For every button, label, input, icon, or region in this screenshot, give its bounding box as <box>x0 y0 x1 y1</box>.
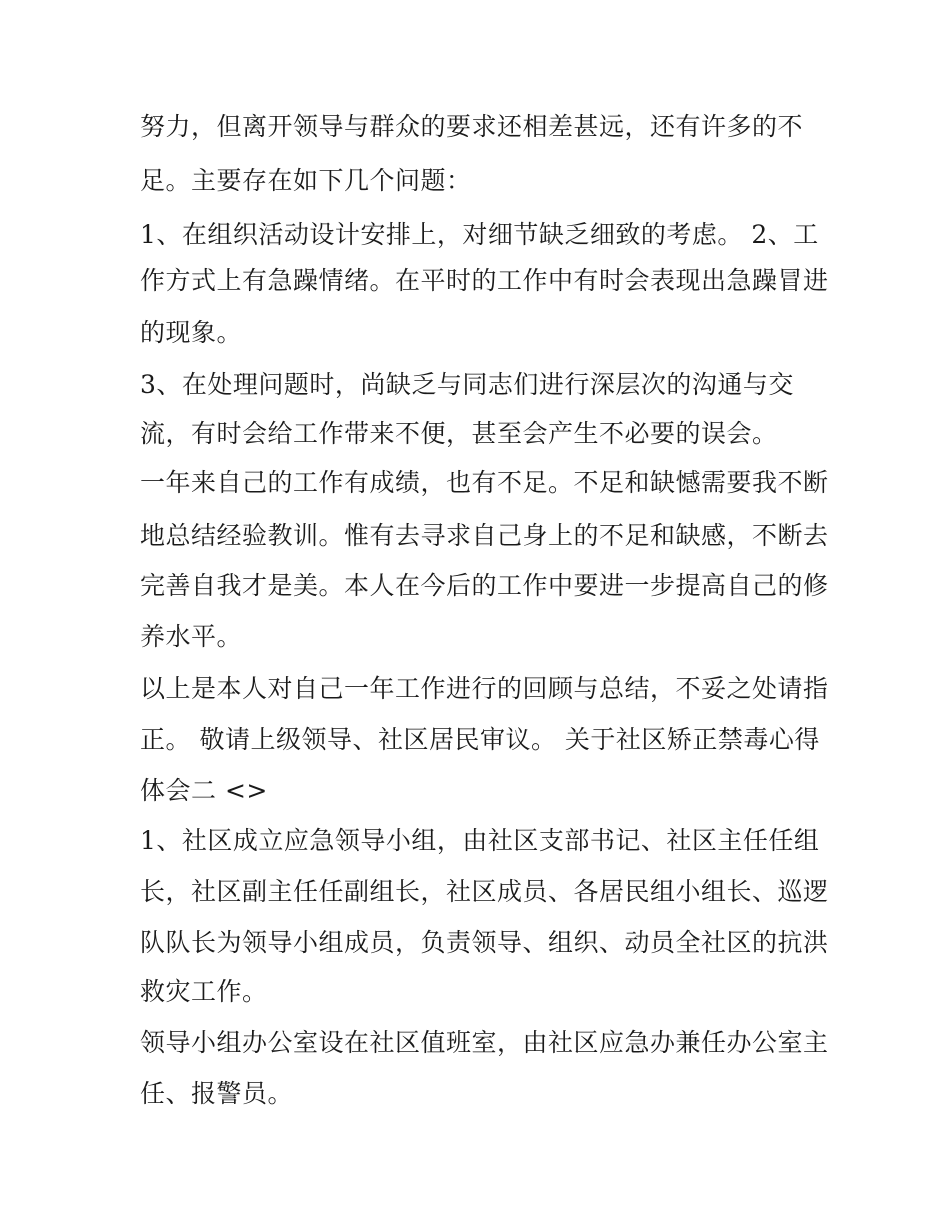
text-line: 完善自我才是美。本人在今后的工作中要进一步提高自己的修 <box>140 571 829 600</box>
text-line: 作方式上有急躁情绪。在平时的工作中有时会表现出急躁冒进 <box>140 266 829 295</box>
text-line: 1、在组织活动设计安排上，对细节缺乏细致的考虑。 2、工 <box>140 220 819 249</box>
text-line: 努力，但离开领导与群众的要求还相差甚远，还有许多的不 <box>140 112 804 141</box>
text-line: 队队长为领导小组成员，负责领导、组织、动员全社区的抗洪 <box>140 928 829 957</box>
text-line: 领导小组办公室设在社区值班室，由社区应急办兼任办公室主 <box>140 1028 829 1057</box>
text-line: 的现象。 <box>140 318 243 347</box>
text-line: 任、报警员。 <box>140 1079 294 1108</box>
text-line: 流，有时会给工作带来不便，甚至会产生不必要的误会。 <box>140 419 778 448</box>
text-line: 足。主要存在如下几个问题： <box>140 166 472 195</box>
text-line: 3、在处理问题时，尚缺乏与同志们进行深层次的沟通与交 <box>140 370 794 399</box>
text-line: 正。 敬请上级领导、社区居民审议。 关于社区矫正禁毒心得 <box>140 725 820 754</box>
text-line: 救灾工作。 <box>140 977 268 1006</box>
text-line: 一年来自己的工作有成绩，也有不足。不足和缺憾需要我不断 <box>140 468 829 497</box>
text-line: 地总结经验教训。惟有去寻求自己身上的不足和缺感，不断去 <box>140 521 829 550</box>
text-line: 长，社区副主任任副组长，社区成员、各居民组小组长、巡逻 <box>140 877 829 906</box>
text-line: 体会二 <> <box>140 776 268 805</box>
text-line: 1、社区成立应急领导小组，由社区支部书记、社区主任任组 <box>140 826 820 855</box>
text-line: 养水平。 <box>140 622 243 651</box>
text-line: 以上是本人对自己一年工作进行的回顾与总结，不妥之处请指 <box>140 674 829 703</box>
